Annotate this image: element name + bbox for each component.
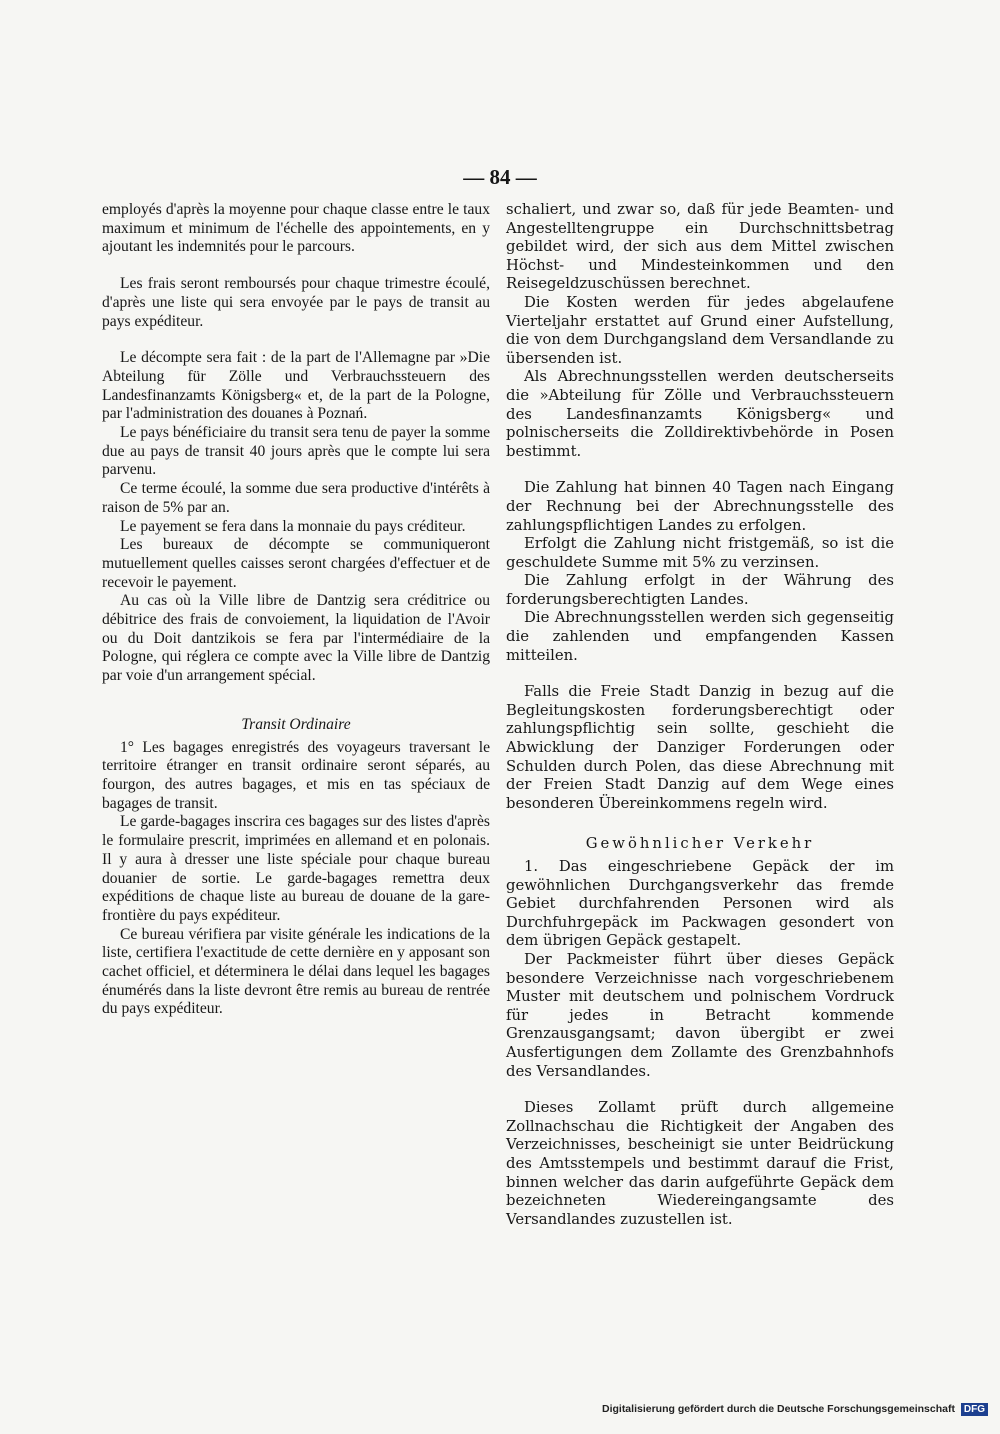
german-column [506,201,894,1229]
paragraph: Dieses Zollamt prüft durch allgemeine Zollnachschau die Richtigkeit der Angaben des Verzeichnisses, bescheinigt sie unter Beidrückung des Amtsstempels und bestimmt darauf die Frist, binnen welcher das darin aufgeführte Gepäck dem bezeichneten Wiedereingangsamte des Versandlandes zuzustellen ist. [506,1099,894,1228]
paragraph: Die Zahlung hat binnen 40 Tagen nach Eingang der Rechnung bei der Abrechnungsstelle des zahlungspflichtigen Landes zu erfolgen. [506,479,894,534]
paragraph: Le garde-bagages inscrira ces bagages sur des listes d'après le formulaire prescrit, imprimées en allemand et en polonais. Il y aura à dresser une liste spéciale pour chaque bureau douanier de sortie. Le garde-bagages remettra deux expéditions de chaque liste au bureau de douane de la gare-frontière du pays expéditeur. [102,813,490,924]
french-column [102,201,490,1019]
section-heading: Gewöhnlicher Verkehr [585,835,815,853]
paragraph: Ce bureau vérifiera par visite générale les indications de la liste, certifiera l'exactitude de cette dernière en y apposant son cachet officiel, et déterminera le délai dans lequel les bagages énumérés dans la liste devront être remis au bureau de rentrée du pays expéditeur. [102,925,490,1018]
paragraph: 1. Das eingeschriebene Gepäck der im gewöhnlichen Durchgangsverkehr das fremde Gebiet durchfahrenden Personen wird als Durchfuhrgepäck im Packwagen gesondert von dem übrigen Gepäck gestapelt. [506,858,894,950]
paragraph: Die Zahlung erfolgt in der Währung des forderungsberechtigten Landes. [506,572,894,608]
page-number: — 84 — [463,165,537,189]
paragraph: 1° Les bagages enregistrés des voyageurs traversant le territoire étranger en transit ordinaire seront séparés, au fourgon, des autres bagages, et mis en tas spéciaux de bagages de transit. [102,738,490,812]
paragraph: Der Packmeister führt über dieses Gepäck besondere Verzeichnisse nach vorgeschriebenem Muster mit deutschem und polnischem Vordruck für jedes in Betracht kommende Grenzausgangsamt; davon übergibt er zwei Ausfertigungen dem Zollamte des Grenzbahnhofs des Versandlandes. [506,950,894,1080]
paragraph: Le pays bénéficiaire du transit sera tenu de payer la somme due au pays de transit 40 jours après que le compte lui sera parvenu. [102,424,490,479]
paragraph: Ce terme écoulé, la somme due sera productive d'intérêts à raison de 5% par an. [102,480,490,516]
paragraph: Le payement se fera dans la monnaie du pays créditeur. [120,517,466,535]
paragraph: Les bureaux de décompte se communiqueront mutuellement quelles caisses seront chargées d'effectuer et de recevoir le payement. [102,536,490,591]
dfg-logo-icon: DFG [961,1403,988,1416]
paragraph: Als Abrechnungsstellen werden deutscherseits die »Abteilung für Zölle und Verbrauchssteuern des Landesfinanzamts Königsberg« und polnischerseits die Zolldirektivbehörde in Posen bestimmt. [506,368,894,460]
paragraph: Les frais seront remboursés pour chaque trimestre écoulé, d'après une liste qui sera envoyée par le pays de transit au pays expéditeur. [102,275,490,330]
paragraph: employés d'après la moyenne pour chaque classe entre le taux maximum et minimum de l'échelle des appointements, en y ajoutant les indemnités pour le parcours. [102,201,490,256]
paragraph: Die Kosten werden für jedes abgelaufene Vierteljahr erstattet auf Grund einer Aufstellung, die von dem Durchgangsland dem Versandlande zu übersenden ist. [506,293,894,367]
paragraph: schaliert, und zwar so, daß für jede Beamten- und Angestelltengruppe ein Durchschnittsbetrag gebildet wird, der sich aus dem Mittel zwischen Höchst- und Mindesteinkommen und den Reisegeldzuschüssen berechnet. [506,201,894,293]
paragraph: Die Abrechnungsstellen werden sich gegenseitig die zahlenden und empfangenden Kassen mitteilen. [506,609,894,664]
section-heading: Transit Ordinaire [241,715,351,733]
paragraph: Le décompte sera fait : de la part de l'Allemagne par »Die Abteilung für Zölle und Verbrauchssteuern des Landesfinanzamts Königsberg« et, de la part de la Pologne, par l'administration des douanes à Poznań. [102,349,490,423]
footer-credit [602,1403,988,1416]
paragraph: Falls die Freie Stadt Danzig in bezug auf die Begleitungskosten forderungsberechtigt oder zahlungspflichtig sein sollte, geschieht die Abwicklung der Danziger Forderungen oder Schulden durch Polen, das diese Abrechnung mit der Freien Stadt Danzig auf dem Wege eines besonderen Übereinkommens regeln wird. [506,683,894,812]
footer-text: Digitalisierung gefördert durch die Deutsche Forschungsgemeinschaft [601,1403,955,1415]
paragraph: Au cas où la Ville libre de Dantzig sera créditrice ou débitrice des frais de convoiement, la liquidation de l'Avoir ou du Doit dantzikois se fera par l'intermédiaire de la Pologne, qui réglera ce compte avec la Ville libre de Dantzig par voie d'un arrangement spécial. [102,592,490,685]
paragraph: Erfolgt die Zahlung nicht fristgemäß, so ist die geschuldete Summe mit 5% zu verzinsen. [506,535,894,571]
